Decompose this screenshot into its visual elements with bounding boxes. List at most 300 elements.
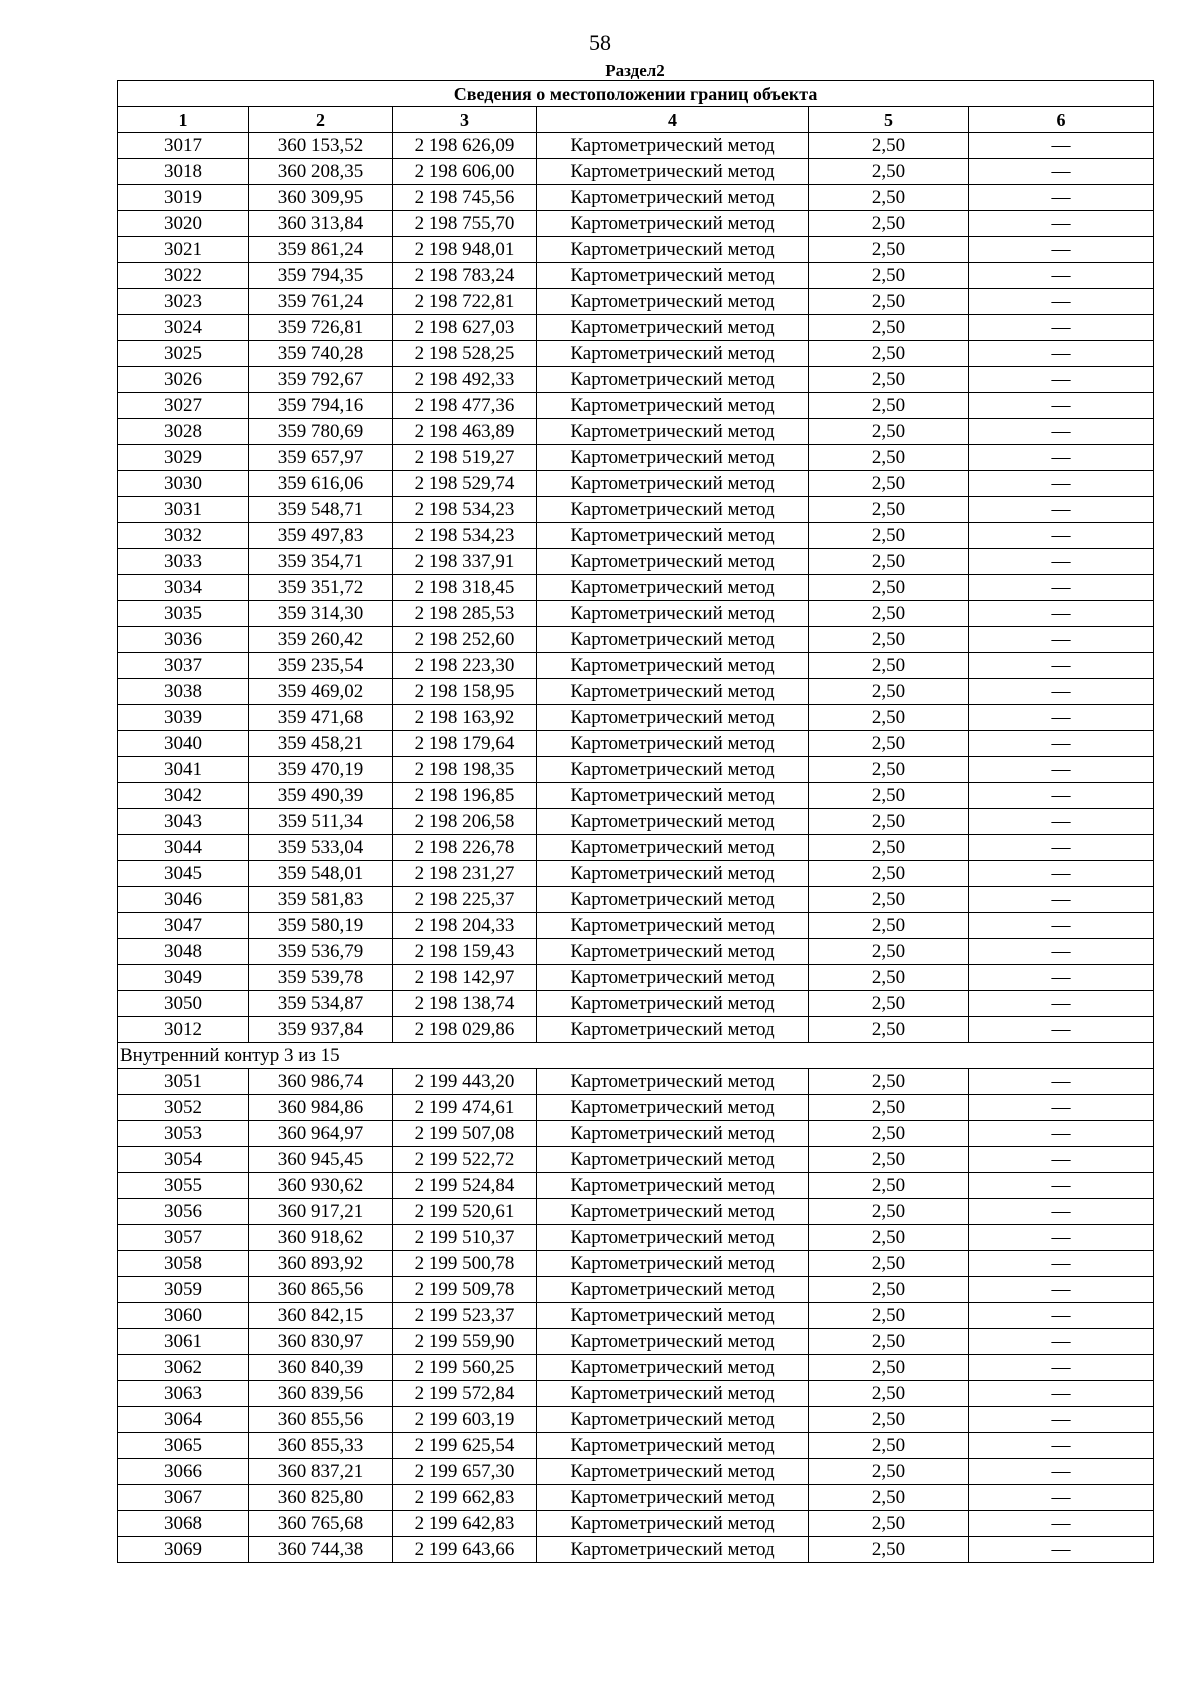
point-number-cell: 3039 <box>118 705 249 731</box>
x-coordinate-cell: 359 471,68 <box>249 705 393 731</box>
description-cell: — <box>969 705 1154 731</box>
description-cell: — <box>969 1225 1154 1251</box>
description-cell: — <box>969 1121 1154 1147</box>
point-number-cell: 3063 <box>118 1381 249 1407</box>
method-cell: Картометрический метод <box>537 1407 809 1433</box>
method-cell: Картометрический метод <box>537 601 809 627</box>
accuracy-cell: 2,50 <box>809 393 969 419</box>
x-coordinate-cell: 360 313,84 <box>249 211 393 237</box>
accuracy-cell: 2,50 <box>809 237 969 263</box>
description-cell: — <box>969 1459 1154 1485</box>
y-coordinate-cell: 2 199 642,83 <box>393 1511 537 1537</box>
y-coordinate-cell: 2 198 627,03 <box>393 315 537 341</box>
y-coordinate-cell: 2 198 528,25 <box>393 341 537 367</box>
method-cell: Картометрический метод <box>537 653 809 679</box>
x-coordinate-cell: 360 986,74 <box>249 1069 393 1095</box>
accuracy-cell: 2,50 <box>809 835 969 861</box>
table-row <box>118 731 1154 757</box>
point-number-cell: 3055 <box>118 1173 249 1199</box>
column-header: 5 <box>809 107 969 133</box>
description-cell: — <box>969 1303 1154 1329</box>
description-cell: — <box>969 289 1154 315</box>
method-cell: Картометрический метод <box>537 211 809 237</box>
y-coordinate-cell: 2 198 285,53 <box>393 601 537 627</box>
description-cell: — <box>969 185 1154 211</box>
accuracy-cell: 2,50 <box>809 289 969 315</box>
point-number-cell: 3041 <box>118 757 249 783</box>
column-header: 6 <box>969 107 1154 133</box>
accuracy-cell: 2,50 <box>809 1355 969 1381</box>
point-number-cell: 3068 <box>118 1511 249 1537</box>
accuracy-cell: 2,50 <box>809 783 969 809</box>
x-coordinate-cell: 360 153,52 <box>249 133 393 159</box>
point-number-cell: 3032 <box>118 523 249 549</box>
description-cell: — <box>969 783 1154 809</box>
y-coordinate-cell: 2 198 492,33 <box>393 367 537 393</box>
point-number-cell: 3026 <box>118 367 249 393</box>
point-number-cell: 3053 <box>118 1121 249 1147</box>
table-row <box>118 497 1154 523</box>
description-cell: — <box>969 523 1154 549</box>
description-cell: — <box>969 1277 1154 1303</box>
column-header: 3 <box>393 107 537 133</box>
x-coordinate-cell: 359 548,01 <box>249 861 393 887</box>
accuracy-cell: 2,50 <box>809 939 969 965</box>
point-number-cell: 3019 <box>118 185 249 211</box>
accuracy-cell: 2,50 <box>809 1173 969 1199</box>
table-row <box>118 1511 1154 1537</box>
method-cell: Картометрический метод <box>537 1537 809 1563</box>
description-cell: — <box>969 1147 1154 1173</box>
method-cell: Картометрический метод <box>537 783 809 809</box>
table-row <box>118 887 1154 913</box>
table-row <box>118 1355 1154 1381</box>
accuracy-cell: 2,50 <box>809 861 969 887</box>
point-number-cell: 3052 <box>118 1095 249 1121</box>
point-number-cell: 3028 <box>118 419 249 445</box>
x-coordinate-cell: 360 837,21 <box>249 1459 393 1485</box>
method-cell: Картометрический метод <box>537 367 809 393</box>
accuracy-cell: 2,50 <box>809 133 969 159</box>
x-coordinate-cell: 359 616,06 <box>249 471 393 497</box>
y-coordinate-cell: 2 198 159,43 <box>393 939 537 965</box>
description-cell: — <box>969 1407 1154 1433</box>
x-coordinate-cell: 360 984,86 <box>249 1095 393 1121</box>
description-cell: — <box>969 835 1154 861</box>
table-row <box>118 1303 1154 1329</box>
method-cell: Картометрический метод <box>537 913 809 939</box>
point-number-cell: 3035 <box>118 601 249 627</box>
table-row <box>118 315 1154 341</box>
point-number-cell: 3054 <box>118 1147 249 1173</box>
method-cell: Картометрический метод <box>537 445 809 471</box>
description-cell: — <box>969 575 1154 601</box>
section-title: Раздел2 <box>605 61 665 80</box>
y-coordinate-cell: 2 198 948,01 <box>393 237 537 263</box>
description-cell: — <box>969 627 1154 653</box>
accuracy-cell: 2,50 <box>809 1407 969 1433</box>
y-coordinate-cell: 2 198 337,91 <box>393 549 537 575</box>
accuracy-cell: 2,50 <box>809 1329 969 1355</box>
table-row <box>118 289 1154 315</box>
x-coordinate-cell: 360 765,68 <box>249 1511 393 1537</box>
description-cell: — <box>969 601 1154 627</box>
y-coordinate-cell: 2 199 510,37 <box>393 1225 537 1251</box>
table-row <box>118 211 1154 237</box>
table-row <box>118 913 1154 939</box>
description-cell: — <box>969 367 1154 393</box>
accuracy-cell: 2,50 <box>809 679 969 705</box>
method-cell: Картометрический метод <box>537 315 809 341</box>
y-coordinate-cell: 2 198 163,92 <box>393 705 537 731</box>
method-cell: Картометрический метод <box>537 1459 809 1485</box>
method-cell: Картометрический метод <box>537 497 809 523</box>
table-body <box>118 133 1154 1563</box>
method-cell: Картометрический метод <box>537 471 809 497</box>
point-number-cell: 3062 <box>118 1355 249 1381</box>
x-coordinate-cell: 359 260,42 <box>249 627 393 653</box>
point-number-cell: 3031 <box>118 497 249 523</box>
accuracy-cell: 2,50 <box>809 1433 969 1459</box>
table-row <box>118 1251 1154 1277</box>
method-cell: Картометрический метод <box>537 1069 809 1095</box>
point-number-cell: 3021 <box>118 237 249 263</box>
table-header-row <box>118 107 1154 133</box>
accuracy-cell: 2,50 <box>809 887 969 913</box>
x-coordinate-cell: 360 893,92 <box>249 1251 393 1277</box>
y-coordinate-cell: 2 199 559,90 <box>393 1329 537 1355</box>
y-coordinate-cell: 2 198 722,81 <box>393 289 537 315</box>
table-row <box>118 523 1154 549</box>
point-number-cell: 3020 <box>118 211 249 237</box>
method-cell: Картометрический метод <box>537 1251 809 1277</box>
table-row <box>118 939 1154 965</box>
method-cell: Картометрический метод <box>537 627 809 653</box>
x-coordinate-cell: 360 208,35 <box>249 159 393 185</box>
method-cell: Картометрический метод <box>537 341 809 367</box>
method-cell: Картометрический метод <box>537 1485 809 1511</box>
y-coordinate-cell: 2 199 524,84 <box>393 1173 537 1199</box>
accuracy-cell: 2,50 <box>809 471 969 497</box>
description-cell: — <box>969 1485 1154 1511</box>
method-cell: Картометрический метод <box>537 419 809 445</box>
y-coordinate-cell: 2 198 519,27 <box>393 445 537 471</box>
point-number-cell: 3030 <box>118 471 249 497</box>
y-coordinate-cell: 2 198 606,00 <box>393 159 537 185</box>
x-coordinate-cell: 359 740,28 <box>249 341 393 367</box>
point-number-cell: 3023 <box>118 289 249 315</box>
method-cell: Картометрический метод <box>537 1095 809 1121</box>
description-cell: — <box>969 341 1154 367</box>
point-number-cell: 3036 <box>118 627 249 653</box>
x-coordinate-cell: 359 533,04 <box>249 835 393 861</box>
description-cell: — <box>969 549 1154 575</box>
point-number-cell: 3040 <box>118 731 249 757</box>
x-coordinate-cell: 359 497,83 <box>249 523 393 549</box>
table-row <box>118 1095 1154 1121</box>
table-row <box>118 1199 1154 1225</box>
table-row <box>118 1485 1154 1511</box>
x-coordinate-cell: 359 539,78 <box>249 965 393 991</box>
boundary-table <box>117 80 1154 1563</box>
method-cell: Картометрический метод <box>537 1225 809 1251</box>
point-number-cell: 3029 <box>118 445 249 471</box>
table-row <box>118 471 1154 497</box>
accuracy-cell: 2,50 <box>809 211 969 237</box>
y-coordinate-cell: 2 199 523,37 <box>393 1303 537 1329</box>
point-number-cell: 3069 <box>118 1537 249 1563</box>
x-coordinate-cell: 359 794,16 <box>249 393 393 419</box>
description-cell: — <box>969 159 1154 185</box>
method-cell: Картометрический метод <box>537 965 809 991</box>
x-coordinate-cell: 360 830,97 <box>249 1329 393 1355</box>
accuracy-cell: 2,50 <box>809 965 969 991</box>
y-coordinate-cell: 2 198 626,09 <box>393 133 537 159</box>
description-cell: — <box>969 1017 1154 1043</box>
x-coordinate-cell: 359 794,35 <box>249 263 393 289</box>
table-row <box>118 601 1154 627</box>
accuracy-cell: 2,50 <box>809 627 969 653</box>
description-cell: — <box>969 757 1154 783</box>
table-row <box>118 835 1154 861</box>
method-cell: Картометрический метод <box>537 575 809 601</box>
description-cell: — <box>969 1329 1154 1355</box>
table-row <box>118 991 1154 1017</box>
x-coordinate-cell: 360 865,56 <box>249 1277 393 1303</box>
table-row <box>118 1433 1154 1459</box>
point-number-cell: 3059 <box>118 1277 249 1303</box>
point-number-cell: 3025 <box>118 341 249 367</box>
point-number-cell: 3067 <box>118 1485 249 1511</box>
table-row <box>118 965 1154 991</box>
contour-row <box>118 1043 1154 1069</box>
x-coordinate-cell: 359 861,24 <box>249 237 393 263</box>
table-row <box>118 419 1154 445</box>
table-row <box>118 809 1154 835</box>
accuracy-cell: 2,50 <box>809 1511 969 1537</box>
x-coordinate-cell: 359 657,97 <box>249 445 393 471</box>
accuracy-cell: 2,50 <box>809 341 969 367</box>
y-coordinate-cell: 2 198 029,86 <box>393 1017 537 1043</box>
accuracy-cell: 2,50 <box>809 185 969 211</box>
method-cell: Картометрический метод <box>537 549 809 575</box>
contour-label: Внутренний контур 3 из 15 <box>118 1043 1154 1069</box>
description-cell: — <box>969 861 1154 887</box>
x-coordinate-cell: 359 580,19 <box>249 913 393 939</box>
description-cell: — <box>969 1381 1154 1407</box>
page-number: 58 <box>589 30 611 55</box>
description-cell: — <box>969 1355 1154 1381</box>
point-number-cell: 3051 <box>118 1069 249 1095</box>
accuracy-cell: 2,50 <box>809 731 969 757</box>
y-coordinate-cell: 2 199 603,19 <box>393 1407 537 1433</box>
description-cell: — <box>969 211 1154 237</box>
y-coordinate-cell: 2 198 463,89 <box>393 419 537 445</box>
x-coordinate-cell: 360 309,95 <box>249 185 393 211</box>
point-number-cell: 3049 <box>118 965 249 991</box>
accuracy-cell: 2,50 <box>809 1277 969 1303</box>
method-cell: Картометрический метод <box>537 1511 809 1537</box>
column-header: 1 <box>118 107 249 133</box>
description-cell: — <box>969 237 1154 263</box>
accuracy-cell: 2,50 <box>809 1459 969 1485</box>
y-coordinate-cell: 2 199 657,30 <box>393 1459 537 1485</box>
method-cell: Картометрический метод <box>537 1121 809 1147</box>
accuracy-cell: 2,50 <box>809 575 969 601</box>
point-number-cell: 3061 <box>118 1329 249 1355</box>
table-row <box>118 783 1154 809</box>
x-coordinate-cell: 359 511,34 <box>249 809 393 835</box>
method-cell: Картометрический метод <box>537 1329 809 1355</box>
table-caption: Сведения о местоположении границ объекта <box>118 81 1154 107</box>
table-row <box>118 1017 1154 1043</box>
description-cell: — <box>969 497 1154 523</box>
description-cell: — <box>969 653 1154 679</box>
point-number-cell: 3017 <box>118 133 249 159</box>
accuracy-cell: 2,50 <box>809 1069 969 1095</box>
method-cell: Картометрический метод <box>537 1147 809 1173</box>
accuracy-cell: 2,50 <box>809 315 969 341</box>
y-coordinate-cell: 2 198 477,36 <box>393 393 537 419</box>
point-number-cell: 3058 <box>118 1251 249 1277</box>
accuracy-cell: 2,50 <box>809 653 969 679</box>
method-cell: Картометрический метод <box>537 523 809 549</box>
table-row <box>118 627 1154 653</box>
x-coordinate-cell: 360 855,33 <box>249 1433 393 1459</box>
description-cell: — <box>969 731 1154 757</box>
accuracy-cell: 2,50 <box>809 705 969 731</box>
accuracy-cell: 2,50 <box>809 913 969 939</box>
table-row <box>118 679 1154 705</box>
accuracy-cell: 2,50 <box>809 1017 969 1043</box>
method-cell: Картометрический метод <box>537 679 809 705</box>
accuracy-cell: 2,50 <box>809 419 969 445</box>
accuracy-cell: 2,50 <box>809 367 969 393</box>
method-cell: Картометрический метод <box>537 1381 809 1407</box>
table-row <box>118 1277 1154 1303</box>
point-number-cell: 3042 <box>118 783 249 809</box>
description-cell: — <box>969 1095 1154 1121</box>
method-cell: Картометрический метод <box>537 1303 809 1329</box>
x-coordinate-cell: 360 842,15 <box>249 1303 393 1329</box>
description-cell: — <box>969 315 1154 341</box>
method-cell: Картометрический метод <box>537 731 809 757</box>
point-number-cell: 3056 <box>118 1199 249 1225</box>
point-number-cell: 3050 <box>118 991 249 1017</box>
y-coordinate-cell: 2 198 138,74 <box>393 991 537 1017</box>
description-cell: — <box>969 419 1154 445</box>
accuracy-cell: 2,50 <box>809 991 969 1017</box>
x-coordinate-cell: 359 534,87 <box>249 991 393 1017</box>
point-number-cell: 3046 <box>118 887 249 913</box>
y-coordinate-cell: 2 198 226,78 <box>393 835 537 861</box>
table-row <box>118 341 1154 367</box>
accuracy-cell: 2,50 <box>809 601 969 627</box>
y-coordinate-cell: 2 198 534,23 <box>393 497 537 523</box>
method-cell: Картометрический метод <box>537 705 809 731</box>
table-row <box>118 237 1154 263</box>
y-coordinate-cell: 2 199 662,83 <box>393 1485 537 1511</box>
description-cell: — <box>969 887 1154 913</box>
y-coordinate-cell: 2 198 318,45 <box>393 575 537 601</box>
description-cell: — <box>969 445 1154 471</box>
method-cell: Картометрический метод <box>537 1355 809 1381</box>
x-coordinate-cell: 360 855,56 <box>249 1407 393 1433</box>
description-cell: — <box>969 1199 1154 1225</box>
y-coordinate-cell: 2 199 520,61 <box>393 1199 537 1225</box>
y-coordinate-cell: 2 198 231,27 <box>393 861 537 887</box>
table-row <box>118 549 1154 575</box>
method-cell: Картометрический метод <box>537 939 809 965</box>
point-number-cell: 3037 <box>118 653 249 679</box>
point-number-cell: 3027 <box>118 393 249 419</box>
y-coordinate-cell: 2 198 142,97 <box>393 965 537 991</box>
description-cell: — <box>969 939 1154 965</box>
y-coordinate-cell: 2 198 223,30 <box>393 653 537 679</box>
y-coordinate-cell: 2 198 529,74 <box>393 471 537 497</box>
column-header: 2 <box>249 107 393 133</box>
y-coordinate-cell: 2 198 783,24 <box>393 263 537 289</box>
table-row <box>118 159 1154 185</box>
method-cell: Картометрический метод <box>537 1017 809 1043</box>
table-row <box>118 705 1154 731</box>
y-coordinate-cell: 2 199 522,72 <box>393 1147 537 1173</box>
x-coordinate-cell: 359 581,83 <box>249 887 393 913</box>
table-row <box>118 185 1154 211</box>
point-number-cell: 3064 <box>118 1407 249 1433</box>
point-number-cell: 3047 <box>118 913 249 939</box>
table-row <box>118 1147 1154 1173</box>
point-number-cell: 3034 <box>118 575 249 601</box>
y-coordinate-cell: 2 198 755,70 <box>393 211 537 237</box>
accuracy-cell: 2,50 <box>809 1251 969 1277</box>
x-coordinate-cell: 359 354,71 <box>249 549 393 575</box>
description-cell: — <box>969 393 1154 419</box>
description-cell: — <box>969 263 1154 289</box>
x-coordinate-cell: 359 536,79 <box>249 939 393 965</box>
point-number-cell: 3038 <box>118 679 249 705</box>
point-number-cell: 3022 <box>118 263 249 289</box>
point-number-cell: 3057 <box>118 1225 249 1251</box>
x-coordinate-cell: 359 314,30 <box>249 601 393 627</box>
accuracy-cell: 2,50 <box>809 523 969 549</box>
method-cell: Картометрический метод <box>537 757 809 783</box>
y-coordinate-cell: 2 198 196,85 <box>393 783 537 809</box>
description-cell: — <box>969 1069 1154 1095</box>
y-coordinate-cell: 2 198 745,56 <box>393 185 537 211</box>
table-caption-row <box>118 81 1154 107</box>
x-coordinate-cell: 359 726,81 <box>249 315 393 341</box>
table-row <box>118 575 1154 601</box>
x-coordinate-cell: 360 744,38 <box>249 1537 393 1563</box>
x-coordinate-cell: 360 839,56 <box>249 1381 393 1407</box>
table-row <box>118 1537 1154 1563</box>
point-number-cell: 3024 <box>118 315 249 341</box>
description-cell: — <box>969 471 1154 497</box>
x-coordinate-cell: 359 458,21 <box>249 731 393 757</box>
y-coordinate-cell: 2 199 500,78 <box>393 1251 537 1277</box>
x-coordinate-cell: 360 918,62 <box>249 1225 393 1251</box>
accuracy-cell: 2,50 <box>809 1095 969 1121</box>
y-coordinate-cell: 2 199 560,25 <box>393 1355 537 1381</box>
method-cell: Картометрический метод <box>537 133 809 159</box>
description-cell: — <box>969 965 1154 991</box>
description-cell: — <box>969 809 1154 835</box>
x-coordinate-cell: 360 840,39 <box>249 1355 393 1381</box>
table-row <box>118 1069 1154 1095</box>
accuracy-cell: 2,50 <box>809 1485 969 1511</box>
method-cell: Картометрический метод <box>537 263 809 289</box>
